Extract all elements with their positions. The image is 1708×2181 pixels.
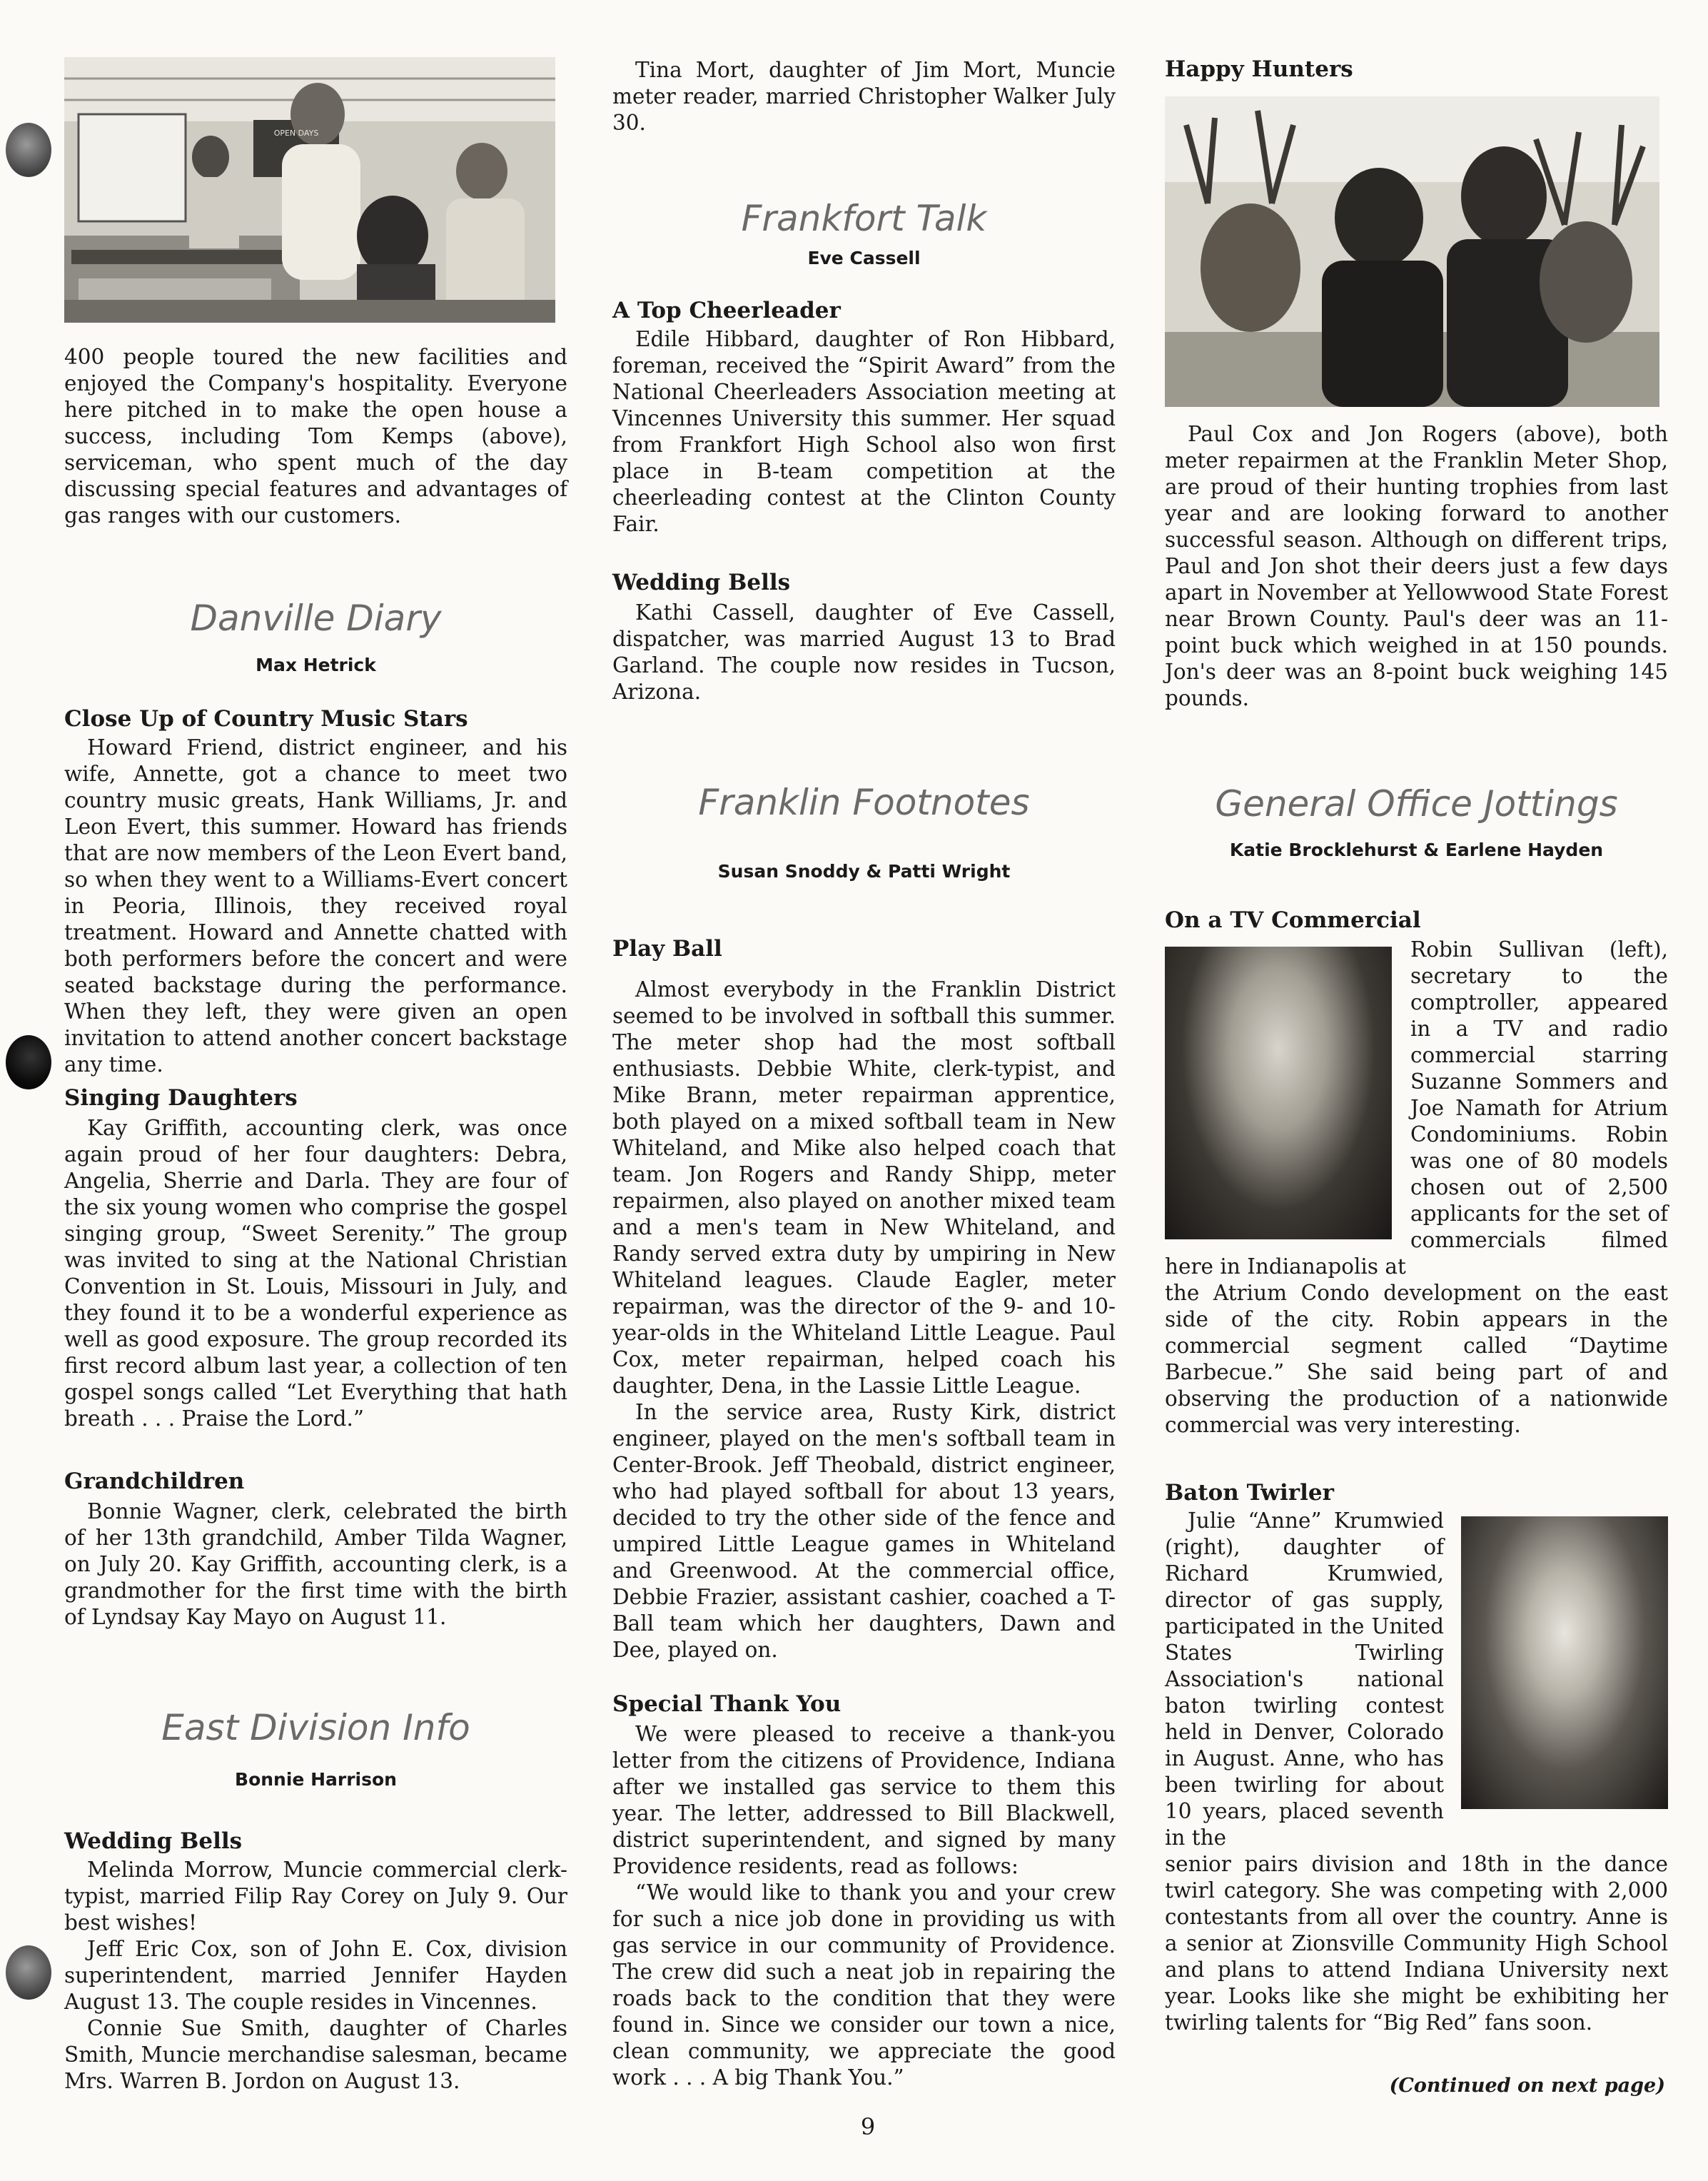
frankfort-talk-section <box>612 197 1116 269</box>
frankfort-byline: Eve Cassell <box>807 248 921 268</box>
east-wedding-heading: Wedding Bells <box>64 1828 243 1854</box>
danville-byline: Max Hetrick <box>256 655 376 675</box>
grandchildren-heading: Grandchildren <box>64 1469 245 1494</box>
country-music-text: Howard Friend, district engineer, and his wife, Annette, got a chance to meet two country music greats, Hank Williams, Jr. and Leon Evert, this summer. Howard has friends that are now members of the Leon Evert band, so when they went to a Williams-Evert concert in Peoria, Illinois, they received royal treatment. Howard and Annette chatted with both performers before the concert and were seated backstage during the performance. When they left, they were given an open invitation to attend another concert backstage any time. <box>64 735 567 1077</box>
country-music-heading: Close Up of Country Music Stars <box>64 706 468 732</box>
danville-singing-block <box>64 1084 567 1432</box>
general-office-section <box>1165 782 1668 861</box>
julie-krumwied-photo <box>1461 1516 1668 1809</box>
general-office-byline: Katie Brocklehurst & Earlene Hayden <box>1229 840 1604 860</box>
play-ball-block <box>612 935 1116 1663</box>
tv-commercial-block <box>1165 907 1668 1439</box>
frankfort-wedding-text: Kathi Cassell, daughter of Eve Cassell, dispatcher, was married August 13 to Brad Garland. The couple now resides in Tucson, Arizona. <box>612 600 1116 704</box>
cheerleader-text: Edile Hibbard, daughter of Ron Hibbard, foreman, received the “Spirit Award” from the National Cheerleaders Association meeting at Vincennes University this summer. Her squad from Frankfort High School also won first place in B-team competition at the cheerleading contest at the Clinton County Fair. <box>612 327 1116 536</box>
baton-twirler-text-1: Julie “Anne” Krumwied (right), daughter of Richard Krumwied, director of gas supply, participated in the United States Twirling Association's national baton twirling contest held in Denver, Colorado in August. Anne, who has been twirling for about 10 years, placed seventh in the <box>1165 1508 1444 1850</box>
happy-hunters-heading: Happy Hunters <box>1165 56 1353 82</box>
east-wedding-text-1: Melinda Morrow, Muncie commercial clerk-typist, married Filip Ray Corey on July 9. Our best wishes! <box>64 1858 567 1935</box>
franklin-footnotes-title: Franklin Footnotes <box>698 782 1030 823</box>
baton-twirler-block <box>1165 1479 1668 2036</box>
danville-diary-title: Danville Diary <box>190 598 442 639</box>
general-office-title: General Office Jottings <box>1215 783 1618 825</box>
baton-twirler-heading: Baton Twirler <box>1165 1480 1334 1506</box>
hunters-caption-block <box>1165 421 1668 712</box>
thank-you-heading: Special Thank You <box>612 1691 842 1717</box>
open-house-caption: 400 people toured the new facilities and enjoyed the Company's hospitality. Everyone here pitched in to make the open house a success, including Tom Kemps (above), serviceman, who spent much of the day discussing special features and advantages of gas ranges with our customers. <box>64 345 567 528</box>
play-ball-text-2: In the service area, Rusty Kirk, district engineer, played on the men's softball team in Center-Brook. Jeff Theobald, district engineer, who had played softball for about 13 years, decided to try the other side of the fence and umpired Little League games in Whiteland and Greenwood. At the commercial office, Debbie Frazier, assistant cashier, coached a T-Ball team which her daughters, Dawn and Dee, played on. <box>612 1400 1116 1662</box>
frankfort-cheer-block <box>612 297 1116 538</box>
column-1 <box>64 0 567 2181</box>
page-number: 9 <box>860 2113 876 2140</box>
franklin-footnotes-section <box>612 781 1116 882</box>
play-ball-heading: Play Ball <box>612 936 722 962</box>
danville-grandchildren-block <box>64 1468 567 1631</box>
frankfort-wedding-block <box>612 569 1116 705</box>
hunters-caption: Paul Cox and Jon Rogers (above), both meter repairmen at the Franklin Meter Shop, are proud of their hunting trophies from last year and are looking forward to another successful season. Although on different trips, Paul and Jon shot their deers just a few days apart in November at Yellowwood State Forest near Brown County. Paul's deer was an 11-point buck which weighed in at 150 pounds. Jon's deer was an 8-point buck weighing 145 pounds. <box>1165 422 1668 710</box>
column-2 <box>612 0 1116 2181</box>
open-house-caption-block <box>64 344 567 529</box>
danville-diary-section <box>64 597 567 676</box>
frankfort-talk-title: Frankfort Talk <box>741 198 987 239</box>
hunters-photo <box>1165 96 1659 407</box>
tina-mort-text: Tina Mort, daughter of Jim Mort, Muncie meter reader, married Christopher Walker July 30. <box>612 58 1116 135</box>
singing-daughters-text: Kay Griffith, accounting clerk, was once again proud of her four daughters: Debra, Angelia, Sherrie and Darla. They are four of the six young women who comprise the gospel singing group, “Sweet Serenity.” The group was invited to sing at the National Christian Convention in St. Louis, Missouri in July, and they found it to be a wonderful experience as well as good exposure. The group recorded its first record album last year, a collection of ten gospel songs called “Let Everything that hath breath . . . Praise the Lord.” <box>64 1116 567 1431</box>
open-house-photo <box>64 57 555 323</box>
tv-commercial-text-1: Robin Sullivan (left), secretary to the comptroller, appeared in a TV and radio commercial starring Suzanne Sommers and Joe Namath for Atrium Condominiums. Robin was one of 80 models chosen out of 2,500 applicants for the set of commercials filmed here in Indianapolis at <box>1165 937 1668 1279</box>
baton-twirler-text-2: senior pairs division and 18th in the dance twirl category. She was competing with 2,000 contestants from all over the country. Anne is a senior at Zionsville Community High School and plans to attend Indiana University next year. Looks like she might be exhibiting her twirling talents for “Big Red” fans soon. <box>1165 1852 1668 2035</box>
thank-you-text-1: We were pleased to receive a thank-you letter from the citizens of Providence, Indiana after we installed gas service to them this year. The letter, addressed to Bill Blackwell, district superintendent, and signed by many Providence residents, read as follows: <box>612 1722 1116 1878</box>
thank-you-block <box>612 1691 1116 2091</box>
east-wedding-text-2: Jeff Eric Cox, son of John E. Cox, division superintendent, married Jennifer Hayden August 13. The couple resides in Vincennes. <box>64 1937 567 2014</box>
open-days-sign: OPEN DAYS <box>273 129 319 138</box>
east-division-section <box>64 1706 567 1790</box>
franklin-byline: Susan Snoddy & Patti Wright <box>717 861 1011 882</box>
tv-commercial-text-2: the Atrium Condo development on the east side of the city. Robin appears in the commercial segment called “Daytime Barbecue.” She said being part of and observing the production of a nationwide commercial was very interesting. <box>1165 1281 1668 1437</box>
robin-sullivan-photo <box>1165 947 1392 1239</box>
cheerleader-heading: A Top Cheerleader <box>612 298 841 323</box>
east-division-byline: Bonnie Harrison <box>235 1769 397 1790</box>
east-division-title: East Division Info <box>161 1707 470 1748</box>
play-ball-text-1: Almost everybody in the Franklin District seemed to be involved in softball this summer. The meter shop had the most softball enthusiasts. Debbie White, clerk-typist, and Mike Brann, meter repairman apprentice, both played on a mixed softball team in New Whiteland, and Mike also helped coach that team. Jon Rogers and Randy Shipp, meter repairmen, also played on another mixed team and a men's team in New Whiteland, and Randy served extra duty by umpiring in New Whiteland leagues. Claude Eagler, meter repairman, was the director of the 9- and 10-year-olds in the Whiteland Little League. Paul Cox, meter repairman, helped coach his daughter, Dena, in the Lassie Little League. <box>612 977 1116 1398</box>
singing-daughters-heading: Singing Daughters <box>64 1085 298 1111</box>
frankfort-wedding-heading: Wedding Bells <box>612 570 791 595</box>
tv-commercial-heading: On a TV Commercial <box>1165 907 1421 933</box>
column-3 <box>1165 0 1668 2181</box>
east-wedding-text-3: Connie Sue Smith, daughter of Charles Smith, Muncie merchandise salesman, became Mrs. Warren B. Jordon on August 13. <box>64 2016 567 2093</box>
continued-note: (Continued on next page) <box>1389 2075 1665 2097</box>
binder-hole-top <box>6 123 51 177</box>
happy-hunters-block <box>1165 56 1668 83</box>
binder-hole-middle <box>6 1035 51 1089</box>
grandchildren-text: Bonnie Wagner, clerk, celebrated the birth of her 13th grandchild, Amber Tilda Wagner, on July 20. Kay Griffith, accounting clerk, is a grandmother for the first time with the birth of Lyndsay Kay Mayo on August 11. <box>64 1499 567 1629</box>
binder-hole-bottom <box>6 1945 51 2000</box>
thank-you-text-2: “We would like to thank you and your crew for such a nice job done in providing us with gas service in our community of Providence. The crew did such a neat job in repairing the roads back to the condition that they were found in. Since we consider our town a nice, clean community, we appreciate the good work . . . A big Thank You.” <box>612 1880 1116 2090</box>
tina-mort-block <box>612 57 1116 136</box>
danville-country-block <box>64 705 567 1078</box>
east-wedding-block <box>64 1828 567 2095</box>
